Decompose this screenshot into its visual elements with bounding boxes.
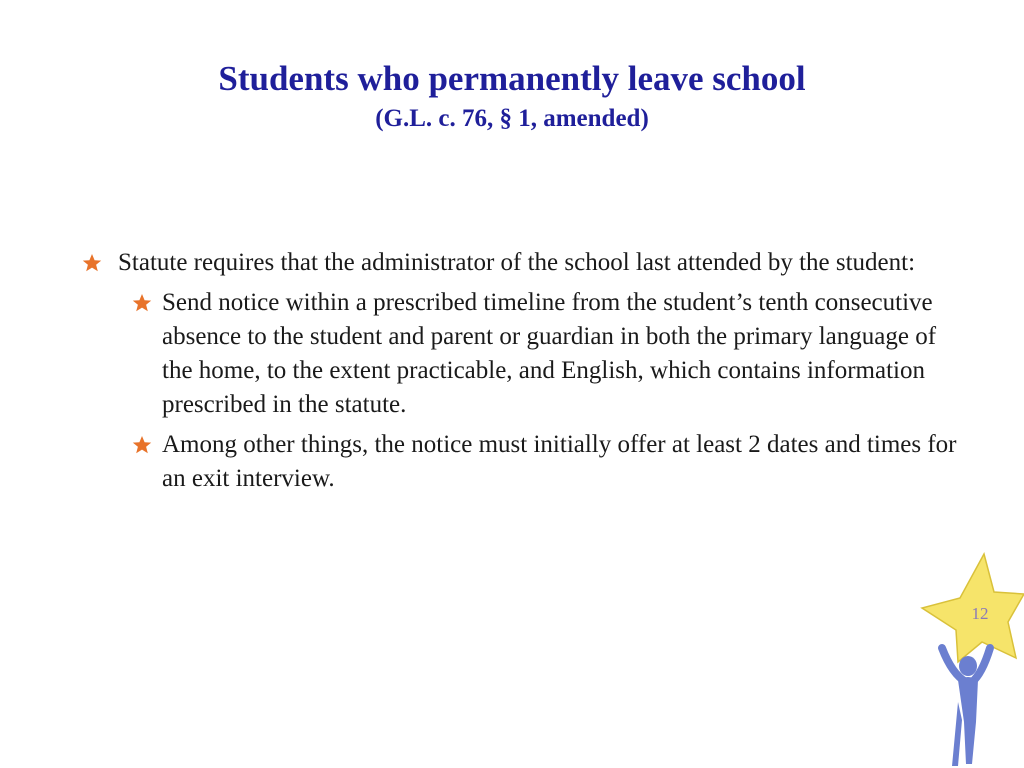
star-bullet-icon: [82, 253, 102, 273]
sub-bullet-item: [128, 428, 962, 496]
slide-subtitle: (G.L. c. 76, § 1, amended): [375, 105, 649, 132]
bullet-text: Statute requires that the administrator of the school last attended by the student:: [118, 249, 916, 276]
sub-bullet-text: Send notice within a prescribed timeline from the student’s tenth consecutive absence to the student and parent or guardian in both the primary language of the home, to the extent practicable, and English, which contains information prescribed in the statute.: [162, 289, 937, 418]
slide-title: Students who permanently leave school: [218, 59, 806, 98]
page-number: 12: [971, 604, 989, 623]
sub-bullet-text: Among other things, the notice must initially offer at least 2 dates and times for an exit interview.: [162, 431, 957, 492]
sub-bullet-item: [128, 286, 962, 422]
star-mascot-icon: [918, 552, 1024, 768]
title-block: [0, 58, 1024, 134]
star-bullet-icon: [132, 293, 152, 313]
bullet-item: [82, 246, 962, 280]
bullet-list: [82, 246, 962, 502]
star-bullet-icon: [132, 435, 152, 455]
